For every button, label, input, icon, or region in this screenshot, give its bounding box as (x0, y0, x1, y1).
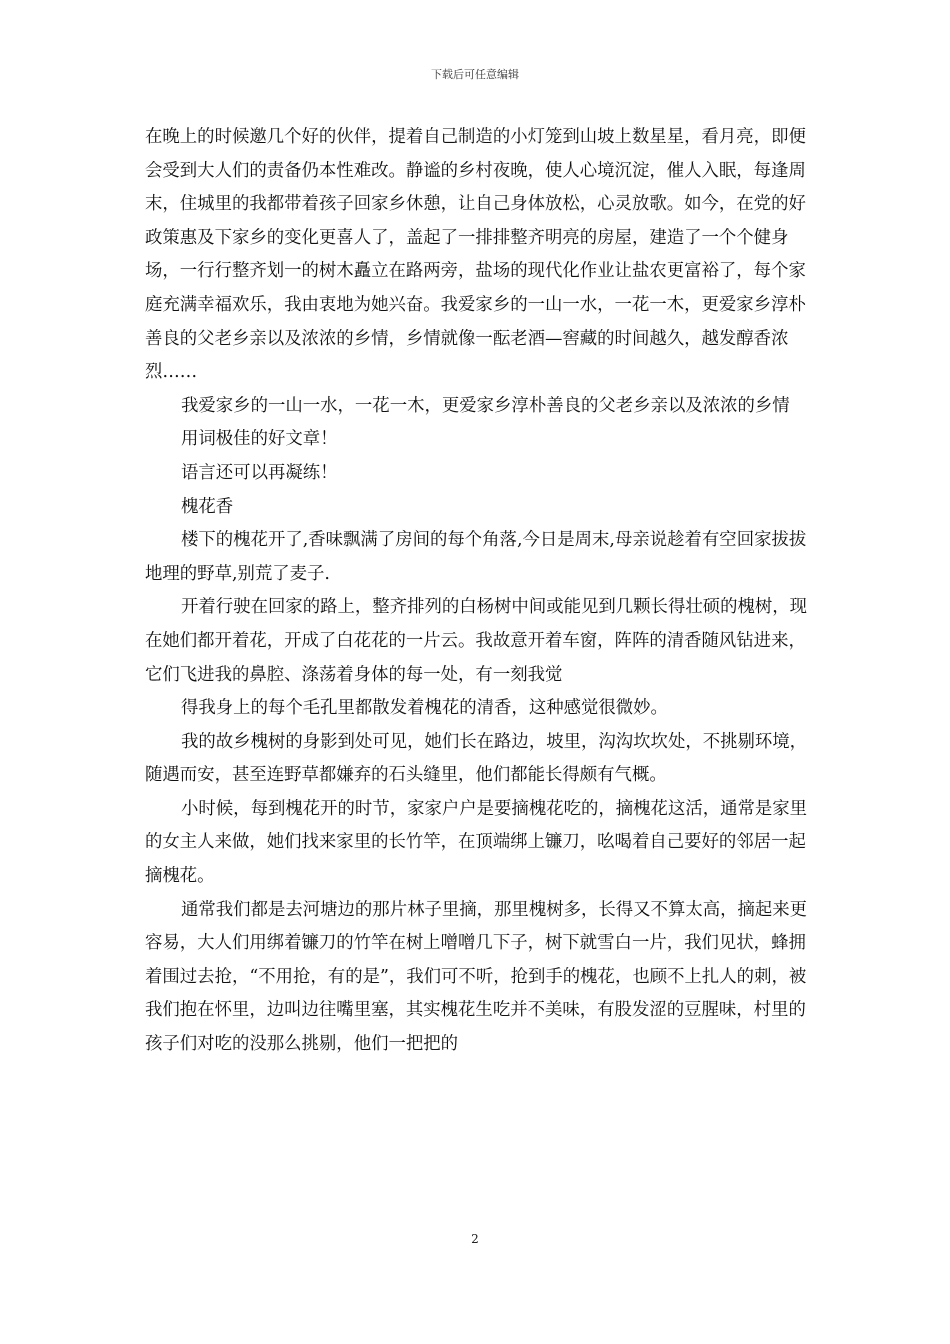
paragraph: 开着行驶在回家的路上，整齐排列的白杨树中间或能见到几颗长得壮硕的槐树，现在她们都开着花，开成了白花花的一片云。我故意开着车窗，阵阵的清香随风钻进来，它们飞进我的鼻腔、涤荡着身体的每一处，有一刻我觉 (145, 597, 808, 685)
page-header: 下载后可任意编辑 (431, 68, 519, 81)
paragraph: 通常我们都是去河塘边的那片林子里摘，那里槐树多，长得又不算太高，摘起来更容易，大人们用绑着镰刀的竹竿在树上噌噌几下子，树下就雪白一片，我们见状，蜂拥着围过去抢，“不用抢，有的是”，我们可不听，抢到手的槐花，也顾不上扎人的刺，被我们抱在怀里，边叫边往嘴里塞，其实槐花生吃并不美味，有股发涩的豆腥味，村里的孩子们对吃的没那么挑剔，他们一把把的 (145, 899, 808, 1055)
paragraph: 楼下的槐花开了,香味飘满了房间的每个角落,今日是周末,母亲说趁着有空回家拔拔地理的野草,别荒了麦子. (145, 530, 807, 584)
paragraph: 我爱家乡的一山一水，一花一木，更爱家乡淳朴善良的父老乡亲以及浓浓的乡情 (181, 395, 790, 416)
paragraph: 在晚上的时候邀几个好的伙伴，提着自己制造的小灯笼到山坡上数星星，看月亮，即便会受到大人们的责备仍本性难改。静谧的乡村夜晚，使人心境沉淀，催人入眠，每逢周末，住城里的我都带着孩子回家乡休憩，让自己身体放松，心灵放歌。如今，在党的好政策惠及下家乡的变化更喜人了，盖起了一排排整齐明亮的房屋，建造了一个个健身场，一行行整齐划一的树木矗立在路两旁，盐场的现代化作业让盐农更富裕了，每个家庭充满幸福欢乐，我由衷地为她兴奋。我爱家乡的一山一水，一花一木，更爱家乡淳朴善良的父老乡亲以及浓浓的乡情，乡情就像一酝老酒—窖藏的时间越久，越发醇香浓烈…… (145, 127, 806, 383)
article-title: 槐花香 (181, 496, 234, 517)
comment-line: 语言还可以再凝练！ (181, 462, 338, 483)
paragraph: 得我身上的每个毛孔里都散发着槐花的清香，这种感觉很微妙。 (181, 698, 668, 719)
page-number: 2 (471, 1232, 479, 1246)
document-body (145, 121, 813, 1062)
paragraph: 小时候，每到槐花开的时节，家家户户是要摘槐花吃的，摘槐花这活，通常是家里的女主人来做，她们找来家里的长竹竿，在顶端绑上镰刀，吆喝着自己要好的邻居一起摘槐花。 (145, 798, 808, 887)
paragraph: 我的故乡槐树的身影到处可见，她们长在路边，坡里，沟沟坎坎处，不挑剔环境，随遇而安，甚至连野草都嫌弃的石头缝里，他们都能长得颇有气概。 (145, 731, 808, 786)
comment-line: 用词极佳的好文章！ (181, 429, 338, 450)
